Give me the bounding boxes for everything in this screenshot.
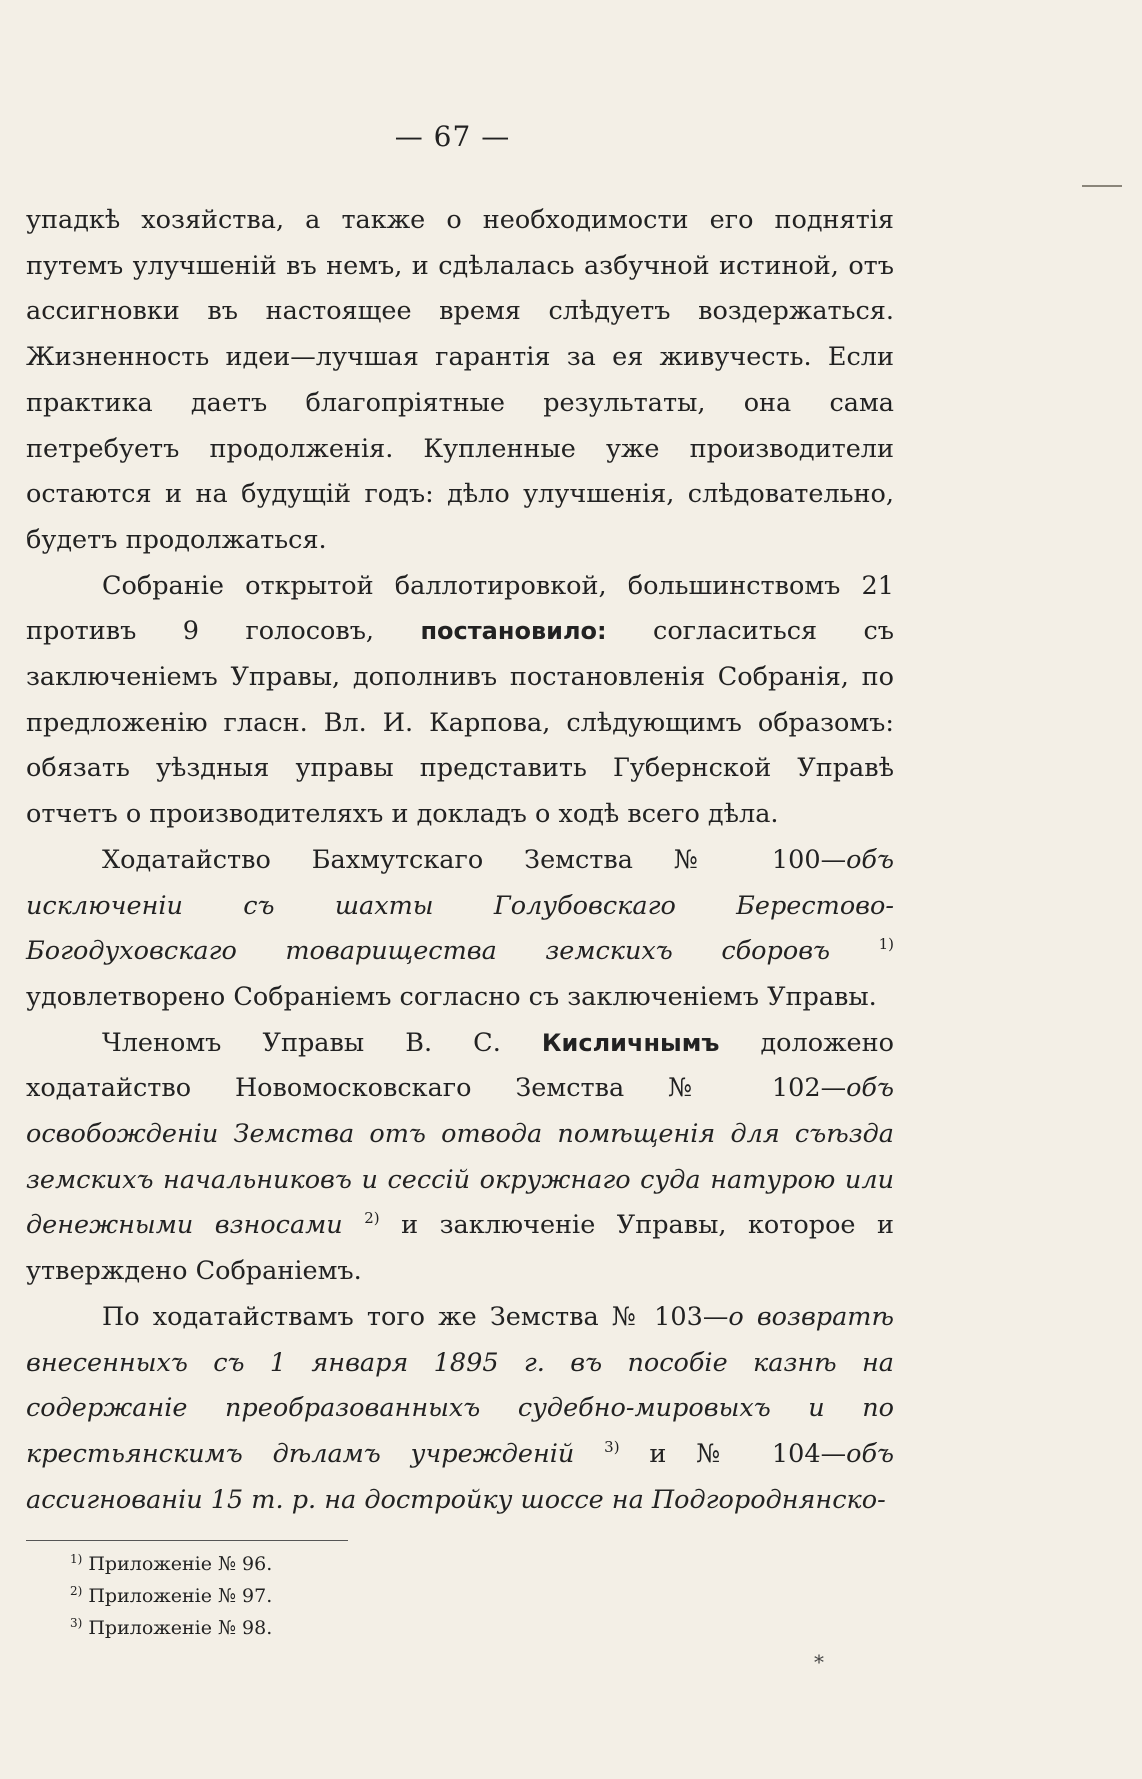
- signature-mark: *: [814, 1650, 824, 1674]
- text-segment: Ходатайство Бахмутскаго Земства № 100—: [102, 844, 847, 875]
- text-segment: удовлетворено Собраніемъ согласно съ заключеніемъ Управы.: [26, 981, 877, 1012]
- footnote-mark: 2): [70, 1584, 83, 1598]
- text-segment: доложено ходатайство Новомосковскаго Земства № 102—: [26, 1027, 894, 1104]
- text-segment: объ ассигнованіи 15 т. р. на достройку шоссе на Подгороднянско-: [26, 1438, 895, 1515]
- body-text: [26, 198, 894, 1523]
- footnotes: [70, 1548, 272, 1644]
- footnote-2: [70, 1580, 272, 1612]
- footnote-mark: 1): [70, 1552, 83, 1566]
- text-segment: Собраніе открытой баллотировкой, большинствомъ 21 противъ 9 голосовъ,: [26, 570, 894, 647]
- text-segment: упадкѣ хозяйства, а также о необходимости его поднятія путемъ улучшеній въ немъ, и сдѣлалась азбучной истиной, отъ ассигновки въ настоящее время слѣдуетъ воздержаться. Жизненность идеи—лучшая гарантія за ея живучесть. Если практика даетъ благопріятные результаты, она сама петребуетъ продолженія. Купленные уже производители остаются и на будущій годъ: дѣло улучшенія, слѣдовательно, будетъ продолжаться.: [26, 205, 894, 555]
- paragraph-4: [26, 1021, 894, 1295]
- text-segment: согласиться съ заключеніемъ Управы, дополнивъ постановленія Собранія, по предложенію гласн. Вл. И. Карпова, слѣдующимъ образомъ: обязать уѣздныя управы представить Губернской Управѣ отчетъ о производителяхъ и докладъ о ходѣ всего дѣла.: [26, 616, 895, 830]
- text-segment: и № 104—: [619, 1438, 847, 1469]
- text-segment: [830, 936, 879, 966]
- footnote-ref: 2): [364, 1209, 380, 1228]
- text-segment: о возвратѣ внесенныхъ съ 1 января 1895 г. въ пособіе казнѣ на содержаніе преобразованныхъ судебно-мировыхъ и по крестьянскимъ дѣламъ учрежденій: [26, 1301, 894, 1469]
- footnote-ref: 1): [878, 935, 894, 954]
- text-segment: объ освобожденіи Земства отъ отвода помѣщенія для съѣзда земскихъ начальниковъ и сессій окружнаго суда натурою или денежными взносами: [26, 1073, 894, 1241]
- text-segment: постановило:: [420, 617, 607, 646]
- page-number: — 67 —: [394, 120, 511, 153]
- paragraph-1: [26, 198, 894, 564]
- paragraph-2: [26, 564, 894, 838]
- paragraph-3: [26, 838, 894, 1021]
- footnote-text: Приложеніе № 96.: [82, 1553, 273, 1575]
- text-segment: По ходатайствамъ того же Земства № 103—: [102, 1301, 729, 1332]
- text-segment: Членомъ Управы В. С.: [102, 1027, 542, 1058]
- text-segment: объ исключеніи съ шахты Голубовскаго Берестово-Богодуховскаго товарищества земскихъ сборовъ: [26, 844, 894, 967]
- margin-mark: [1082, 185, 1122, 187]
- footnote-3: [70, 1612, 272, 1644]
- footnote-ref: 3): [604, 1437, 620, 1456]
- footnote-1: [70, 1548, 272, 1580]
- footnote-mark: 3): [70, 1616, 83, 1630]
- paragraph-5: [26, 1295, 894, 1524]
- text-segment: Кисличнымъ: [541, 1028, 720, 1057]
- footnote-text: Приложеніе № 97.: [82, 1585, 273, 1607]
- text-segment: [574, 1439, 604, 1469]
- text-segment: [343, 1210, 365, 1240]
- footnote-text: Приложеніе № 98.: [82, 1617, 273, 1639]
- footnote-rule: [26, 1540, 348, 1541]
- text-segment: и заключеніе Управы, которое и утверждено Собраніемъ.: [26, 1210, 895, 1287]
